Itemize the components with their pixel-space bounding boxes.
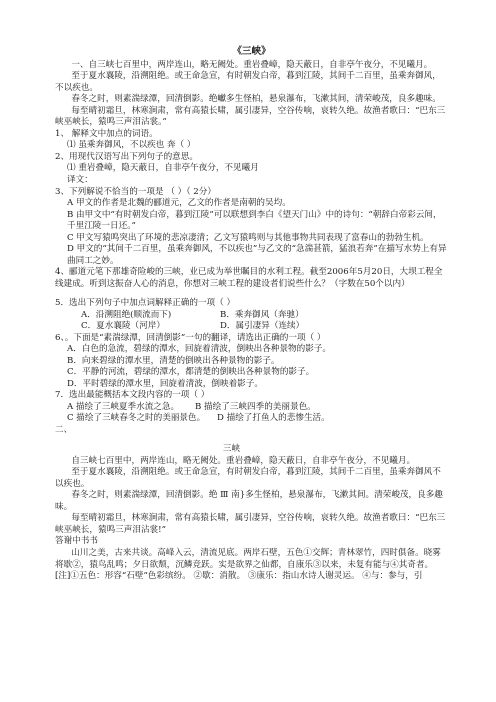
passage-paragraph-3: 春冬之时，则素湍绿潭，回清倒影。绝巘多生怪柏，悬泉瀑布，飞漱其间，清荣峻茂，良多趣味。 [71, 94, 441, 105]
question-5-option-a: A．沿溯阻绝(顺流而下) [81, 309, 172, 320]
question-7-option-c: C 描绘了三峡春冬之时的美丽景色。 [67, 413, 206, 424]
question-7-options-row-2 [55, 413, 448, 425]
question-1-item: ⑴ 虽乘奔御风，不以疾也 奔（ ） [67, 140, 196, 151]
question-1: 1、 解释文中加点的词语。 [55, 128, 158, 139]
part-2-paragraph-2: 至于夏水襄陵，沿溯阻绝。或王命急宣，有时朝发白帝，暮到江陵，其间千二百里，虽乘奔御风不以疾也。 [55, 467, 441, 489]
question-6-option-b: B．向来碧绿的潭水里，清楚的倒映出各种景物的影子。 [67, 355, 280, 366]
question-5-option-d: D．属引凄异（连续） [220, 321, 305, 332]
part-2-paragraph-4: 每至晴初霜旦，林寒涧肃，常有高猿长啸，属引凄异，空谷传响，哀转久绝。故渔者歌曰：“巴东三峡巫峡长，猿鸣三声泪沾裳!” [55, 513, 446, 535]
question-5-options-row-2 [55, 321, 448, 333]
question-4: 4、郦道元笔下那雄奇险峻的三峡，业已成为举世瞩目的水利工程。截至2006年5月20日，大坝工程全线建成。听到这振奋人心的消息，你想对三峡工程的建设者们说些什么？（字数在50个以内） [55, 267, 443, 289]
question-6-option-d: D．平时碧绿的潭水里，回旋着清波，倒映着影子。 [67, 378, 263, 389]
question-6-option-c: C．平静的河流，碧绿的潭水，都清楚的倒映出各种景物的影子。 [67, 367, 315, 378]
question-6: 6、。下面是“素湍绿潭，回清倒影”一句的翻译，请选出正确的一项（ ） [55, 332, 326, 343]
question-6-option-a: A．白色的急流，碧绿的潭水，回旋着清波，倒映出各种景物的影子。 [67, 344, 332, 355]
question-2-translation-label: 译文： [67, 175, 93, 185]
question-2: 2、用现代汉语写出下列句子的意思。 [55, 151, 198, 162]
question-5: 5．选出下列句子中加点词解释正确的一项（ ） [55, 298, 236, 309]
question-3-option-c: C 甲文写猿鸣突出了环境的悲凉凄清；乙文写猿鸣则与其他事物共同表现了富春山的勃勃生机。 [67, 232, 429, 243]
answer-space [55, 290, 448, 298]
question-7-options-row-1 [55, 402, 448, 414]
question-3-option-b: B 由甲文中“有时朝发白帝，暮到江陵”可以联想到李白《望天门山》中的诗句：“朝辞白帝彩云间，千里江陵一日还。” [67, 209, 442, 232]
passage-paragraph-4: 每至晴初霜旦，林寒涧肃，常有高猿长啸，属引凄异，空谷传响，哀转久绝。故渔者歌曰：“巴东三峡巫峡长，猿鸣三声泪沾裳。” [55, 105, 446, 128]
question-3-option-a: A 甲文的作者是北魏的郦道元，乙文的作者是南朝的吴均。 [67, 198, 291, 209]
question-5-options-row-1 [55, 310, 448, 322]
question-7-option-a: A 描绘了三峡夏季水流之急。 [67, 401, 180, 412]
question-5-option-c: C．夏水襄陵（河岸） [81, 321, 165, 332]
part-3-paragraph: 山川之美，古来共谈。高峰入云，清流见底。两岸石壁，五色①交辉；青林翠竹，四时俱备。晓雾将歇②，猿鸟乱鸣；夕日欲颓，沉鳞竞跃。实是欲界之仙都，自康乐③以来，未复有能与④其奇者。 [55, 547, 441, 570]
document-title: 《三峡》 [232, 46, 271, 57]
passage-paragraph-2: 至于夏水襄陵，沿溯阻绝。或王命急宣，有时朝发白帝，暮到江陵，其间千二百里，虽乘奔御风，不以疾也。 [55, 71, 441, 93]
part-2-paragraph-1: 自三峡七百里中，两岸连山，略无阙处。重岩叠嶂，隐天蔽日，自非亭午夜分，不见曦月。 [71, 455, 416, 466]
passage-paragraph-1: 一、自三峡七百里中，两岸连山，略无阙处。重岩叠嶂，隐天蔽日，自非亭午夜分，不见曦月。 [71, 59, 433, 70]
question-3: 3、下列解说不恰当的一项是 （ ）（ 2分） [55, 186, 216, 197]
part-3-title: 答谢中书书 [55, 536, 98, 547]
question-7-option-d: D 描绘了打鱼人的悲惨生活。 [217, 413, 330, 424]
part-2-paragraph-3: 春冬之时，则素湍绿潭，回清倒影。绝 Ⅲ 南}多生怪柏，悬泉瀑布，飞漱其间。清荣峻茂，良多趣味。 [55, 490, 443, 512]
question-5-option-b: B．乘奔御风（奔驰） [220, 309, 304, 320]
question-3-option-d: D 甲文的“其间千二百里，虽乘奔御风，不以疾也”与乙文的“急湍甚箭，猛浪若奔”在描写水势上有异曲同工之妙。 [67, 244, 447, 266]
question-7-option-b: B 描绘了三峡四季的美丽景色。 [195, 401, 316, 412]
question-7: 7．选出最能概括本文段内容的一项（ ） [55, 390, 210, 401]
heading-spacer [55, 436, 448, 444]
question-2-item: ⑴ 重岩叠嶂，隐天蔽日，自非亭午夜分，不见曦月 [67, 163, 259, 174]
part-3-note: [注]①五色：形容“石壁”色彩缤纷。 ②歇：消散。 ③康乐：指山水诗人谢灵运。 ④与：参与，引 [55, 571, 423, 582]
part-2-heading: 二、 [55, 424, 73, 435]
part-2-title: 三峡 [222, 444, 241, 455]
